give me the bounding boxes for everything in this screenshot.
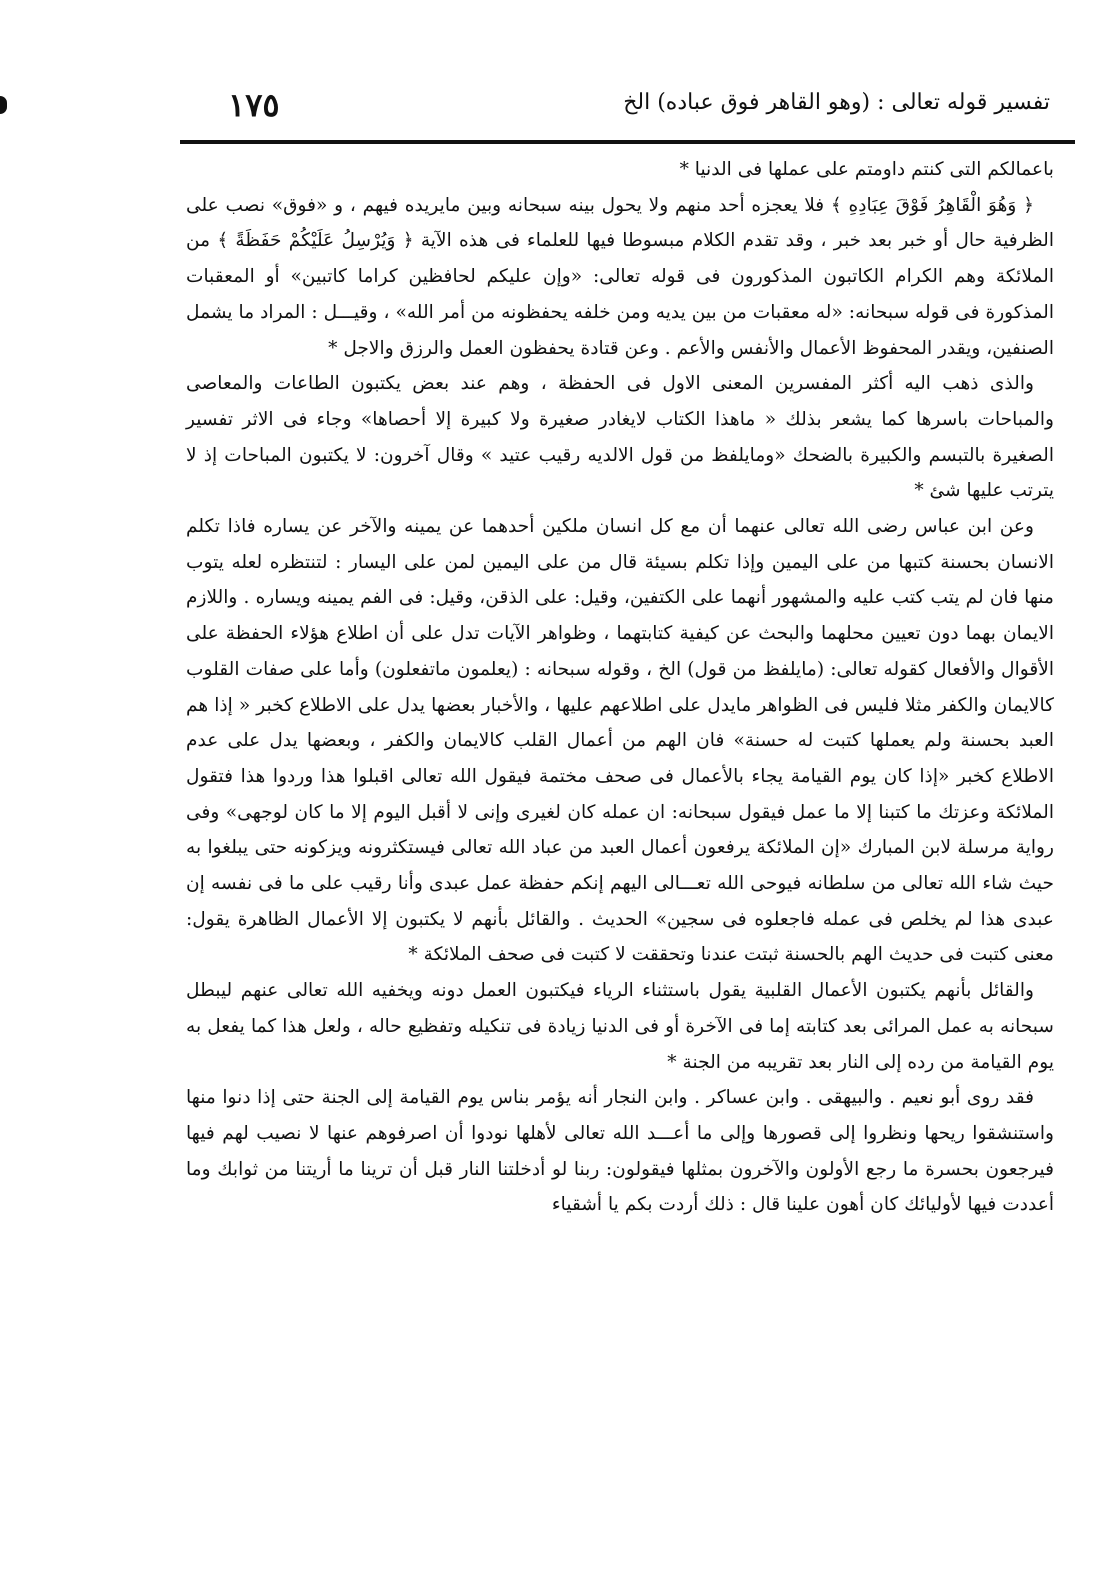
paragraph: والذى ذهب اليه أكثر المفسرين المعنى الاول فى الحفظة ، وهم عند بعض يكتبون الطاعات والمعاصى والمباحات باسرها كما يشعر بذلك « ماهذا الكتاب لايغادر صغيرة ولا كبيرة إلا أحصاها» وجاء فى الاثر تفسير الصغيرة بالتبسم والكبيرة بالضحك «ومايلفظ من قول الالديه رقيب عتيد » وقال آخرون: لا يكتبون المباحات إذ لا يترتب عليها شئ * [186,373,1054,502]
paragraph: ﴿ وَهُوَ الْقَاهِرُ فَوْقَ عِبَادِهِ ﴾ فلا يعجزه أحد منهم ولا يحول بينه سبحانه وبين مايريده فيهم ، و «فوق» نصب على الظرفية حال أو خبر بعد خبر ، وقد تقدم الكلام مبسوطا فيها للعلماء فى هذه الآية ﴿ وَيُرْسِلُ عَلَيْكُمْ حَفَظَةً ﴾ من الملائكة وهم الكرام الكاتبون المذكورون فى قوله تعالى: «وإن عليكم لحافظين كراما كاتبين» أو المعقبات المذكورة فى قوله سبحانه: «له معقبات من بين يديه ومن خلفه يحفظونه من أمر الله» ، وقيـــل : المراد ما يشمل الصنفين، ويقدر المحفوظ الأعمال والأنفس والأعم . وعن قتادة يحفظون العمل والرزق والاجل * [186,194,1054,359]
page-number: ١٧٥ [228,86,280,124]
running-title: تفسير قوله تعالى : (وهو القاهر فوق عباده) الخ [623,90,1050,115]
header-rule [180,140,1075,144]
paragraph: فقد روى أبو نعيم . والبيهقى . وابن عساكر . وابن النجار أنه يؤمر بناس يوم القيامة إلى الجنة حتى إذا دنوا منها واستنشقوا ريحها ونظروا إلى قصورها وإلى ما أعـــد الله تعالى لأهلها نودوا أن اصرفوهم عنها لا نصيب لهم فيها فيرجعون بحسرة ما رجع الأولون والآخرون بمثلها فيقولون: ربنا لو أدخلتنا النار قبل أن ترينا ما أريتنا من ثوابك وما أعددت فيها لأوليائك كان أهون علينا قال : ذلك أردت بكم يا أشقياء [186,1087,1054,1216]
paragraph: باعمالكم التى كنتم داومتم على عملها فى الدنيا * [679,159,1054,180]
paragraph: وعن ابن عباس رضى الله تعالى عنهما أن مع كل انسان ملكين أحدهما عن يمينه والآخر عن يساره فاذا تكلم الانسان بحسنة كتبها من على اليمين وإذا تكلم بسيئة قال من على اليمين لمن على اليسار : لتنتظره لعله يتوب منها فان لم يتب كتب عليه والمشهور أنهما على الكتفين، وقيل: على الذقن، وقيل: فى الفم يمينه ويساره . واللازم الايمان بهما دون تعيين محلهما والبحث عن كيفية كتابتهما ، وظواهر الآيات تدل على أن اطلاع هؤلاء الحفظة على الأقوال والأفعال كقوله تعالى: (مايلفظ من قول) الخ ، وقوله سبحانه : (يعلمون ماتفعلون) وأما على صفات القلوب كالايمان والكفر مثلا فليس فى الظواهر مايدل على اطلاعهم عليها ، والأخبار بعضها يدل على الاطلاع كخبر « إذا هم العبد بحسنة ولم يعملها كتبت له حسنة» فان الهم من أعمال القلب كالايمان والكفر ، وبعضها يدل على عدم الاطلاع كخبر «إذا كان يوم القيامة يجاء بالأعمال فى صحف مختمة فيقول الله تعالى اقبلوا هذا وردوا هذا فتقول الملائكة وعزتك ما كتبنا إلا ما عمل فيقول سبحانه: ان عمله كان لغيرى وإنى لا أقبل اليوم إلا ما كان لوجهى» وفى رواية مرسلة لابن المبارك «إن الملائكة يرفعون أعمال العبد من عباد الله تعالى فيستكثرونه ويزكونه حتى يبلغوا به حيث شاء الله تعالى من سلطانه فيوحى الله تعـــالى اليهم إنكم حفظة عمل عبدى وأنا رقيب على ما فى نفسه إن عبدى هذا لم يخلص فى عمله فاجعلوه فى سجين» الحديث . والقائل بأنهم لا يكتبون إلا الأعمال الظاهرة يقول: معنى كتبت فى حديث الهم بالحسنة ثبتت عندنا وتحققت لا كتبت فى صحف الملائكة * [186,516,1055,966]
paragraph: والقائل بأنهم يكتبون الأعمال القلبية يقول باستثناء الرياء فيكتبون العمل دونه ويخفيه الله تعالى عنهم ليبطل سبحانه به عمل المرائى بعد كتابته إما فى الآخرة أو فى الدنيا زيادة فى تنكيله وتفظيع حاله ، ولعل هذا كما يفعل به يوم القيامة من رده إلى النار بعد تقريبه من الجنة * [186,980,1054,1073]
page-header [180,86,1050,136]
body-text [186,152,1054,1223]
page-edge-mark [0,96,7,114]
